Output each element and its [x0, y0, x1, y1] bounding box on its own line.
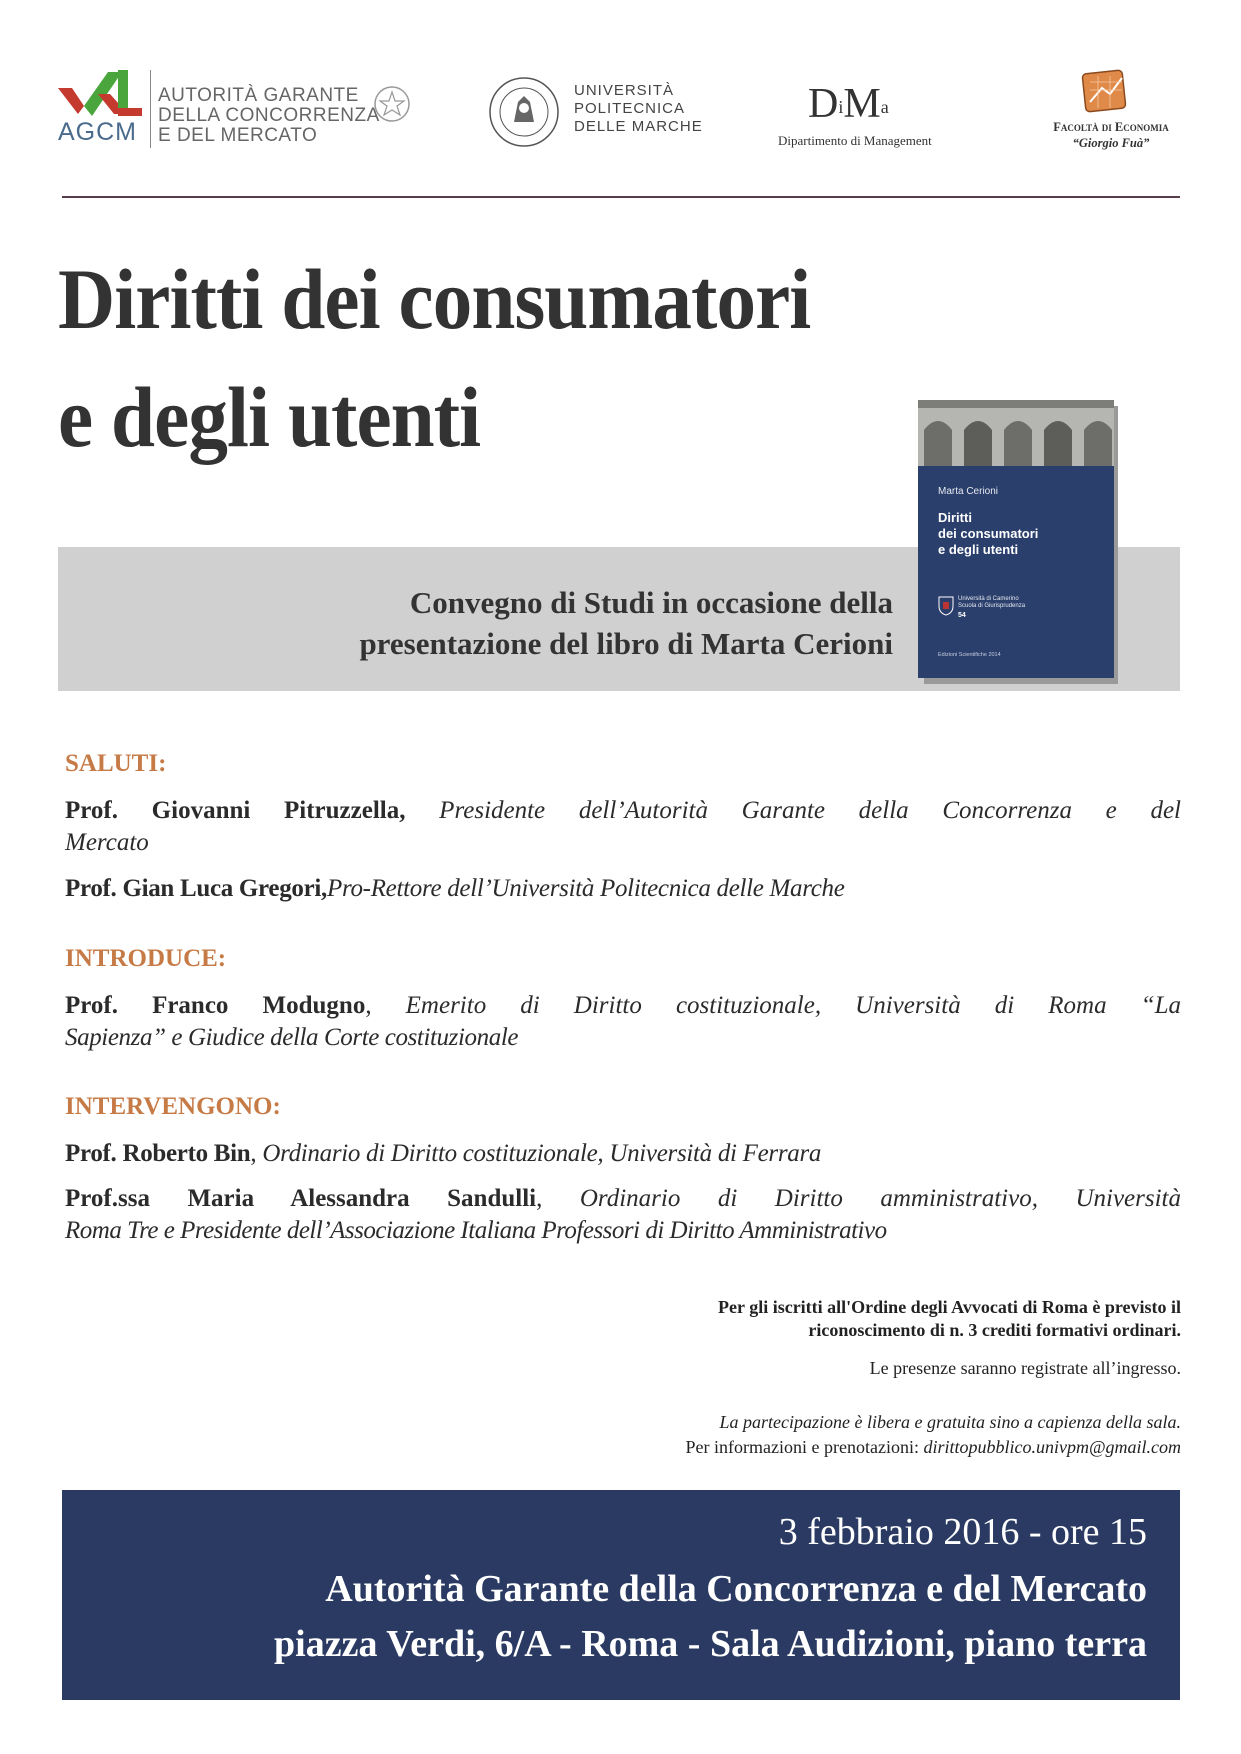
book-cover-photo — [918, 400, 1114, 466]
faculty-subname: “Giorgio Fuà” — [1072, 136, 1150, 150]
info-line — [500, 1436, 1181, 1459]
speaker-role: Mercato — [65, 829, 149, 856]
speaker-name: Prof. Roberto Bin — [65, 1140, 251, 1167]
book-title-line: Diritti — [938, 510, 972, 525]
book-series — [958, 596, 1025, 610]
speaker-entry — [65, 990, 1181, 1022]
title-line: e degli utenti — [58, 369, 481, 465]
book-series-number: 54 — [958, 612, 966, 619]
book-cover — [918, 400, 1114, 678]
dima-logo — [808, 80, 889, 128]
dima-logo-m: M — [843, 81, 881, 127]
agcm-name — [158, 86, 380, 146]
book-title-line: dei consumatori — [938, 526, 1039, 541]
speaker-role: Ordinario di Diritto costituzionale, Università di Ferrara — [262, 1140, 822, 1167]
subtitle-line: Convegno di Studi in occasione della — [409, 585, 893, 620]
page-title — [58, 240, 810, 476]
speaker-role-continued — [65, 827, 1181, 859]
separator: , — [536, 1185, 543, 1212]
agcm-divider — [150, 70, 151, 148]
univpm-name-line: POLITECNICA — [574, 100, 686, 117]
speaker-entry — [65, 1138, 1181, 1170]
section-heading-saluti: SALUTI: — [65, 750, 167, 777]
speaker-entry — [65, 1183, 1181, 1215]
book-title-line: e degli utenti — [938, 542, 1019, 557]
info-label: Per informazioni e prenotazioni: — [685, 1437, 919, 1457]
speaker-role: Roma Tre e Presidente dell’Associazione Italiana Professori di Diritto Amministrativo — [65, 1217, 887, 1244]
registration-note: Le presenze saranno registrate all’ingresso. — [869, 1358, 1181, 1378]
credits-line: riconoscimento di n. 3 crediti formativi ordinari. — [808, 1320, 1181, 1340]
speaker-name: Prof. Gian Luca Gregori, — [65, 875, 327, 902]
book-publisher: Edizioni Scientifiche 2014 — [938, 652, 1001, 658]
dima-logo-d: D — [808, 81, 839, 127]
speaker-role-continued — [65, 1215, 1181, 1247]
event-address: piazza Verdi, 6/A - Roma - Sala Audizioni, piano terra — [274, 1623, 1147, 1665]
section-heading-introduce: INTRODUCE: — [65, 945, 227, 972]
speaker-role: Sapienza” e Giudice della Corte costituzionale — [65, 1024, 519, 1051]
header-rule — [62, 196, 1180, 198]
speaker-name: Prof.ssa Maria Alessandra Sandulli — [65, 1185, 537, 1212]
univpm-seal-icon — [488, 76, 560, 148]
dima-logo-a: a — [880, 96, 889, 117]
univpm-name-line: UNIVERSITÀ — [574, 82, 675, 99]
agcm-name-line: E DEL MERCATO — [158, 125, 318, 146]
univpm-name — [574, 82, 703, 136]
speaker-role: Pro-Rettore dell’Università Politecnica delle Marche — [327, 875, 845, 902]
separator: , — [250, 1140, 257, 1167]
event-subtitle — [200, 582, 893, 664]
shield-icon — [938, 596, 954, 616]
agcm-acronym: AGCM — [58, 118, 137, 146]
participation-note: La partecipazione è libera e gratuita sino a capienza della sala. — [719, 1412, 1181, 1432]
credits-note — [500, 1296, 1181, 1342]
speaker-name: Prof. Franco Modugno — [65, 992, 366, 1019]
dima-subtitle: Dipartimento di Management — [778, 133, 932, 148]
speaker-role: Emerito di Diritto costituzionale, Università di Roma “La — [405, 992, 1181, 1019]
book-series-line: Scuola di Giurisprudenza — [958, 603, 1026, 609]
speaker-role: Presidente dell’Autorità Garante della Concorrenza e del — [439, 797, 1181, 824]
agcm-name-line: AUTORITÀ GARANTE — [158, 85, 359, 106]
section-heading-intervengono: INTERVENGONO: — [65, 1093, 281, 1120]
dima-logo-i: i — [838, 96, 844, 117]
book-series-line: Università di Camerino — [958, 596, 1019, 602]
italian-republic-emblem-icon — [372, 82, 412, 126]
credits-line: Per gli iscritti all'Ordine degli Avvocati di Roma è previsto il — [718, 1297, 1181, 1317]
speaker-role-continued — [65, 1022, 1181, 1054]
faculty-name: Facoltà di Economia — [1053, 120, 1169, 134]
event-datetime: 3 febbraio 2016 - ore 15 — [778, 1511, 1147, 1553]
book-author: Marta Cerioni — [938, 486, 999, 497]
univpm-name-line: DELLE MARCHE — [574, 118, 703, 135]
event-venue: Autorità Garante della Concorrenza e del Mercato — [325, 1568, 1147, 1610]
speaker-role: Ordinario di Diritto amministrativo, Università — [579, 1185, 1182, 1212]
book-title — [938, 510, 1038, 558]
title-line: Diritti dei consumatori — [58, 251, 811, 347]
agcm-name-line: DELLA CONCORRENZA — [158, 105, 380, 126]
speaker-name: Prof. Giovanni Pitruzzella, — [65, 797, 406, 824]
speaker-entry — [65, 795, 1181, 827]
subtitle-line: presentazione del libro di Marta Cerioni — [359, 626, 893, 661]
speaker-entry — [65, 873, 1181, 905]
separator: , — [365, 992, 372, 1019]
agcm-logo-mark — [58, 66, 142, 118]
info-email-link[interactable]: dirittopubblico.univpm@gmail.com — [923, 1437, 1181, 1457]
faculty-logo-icon — [1080, 68, 1132, 114]
